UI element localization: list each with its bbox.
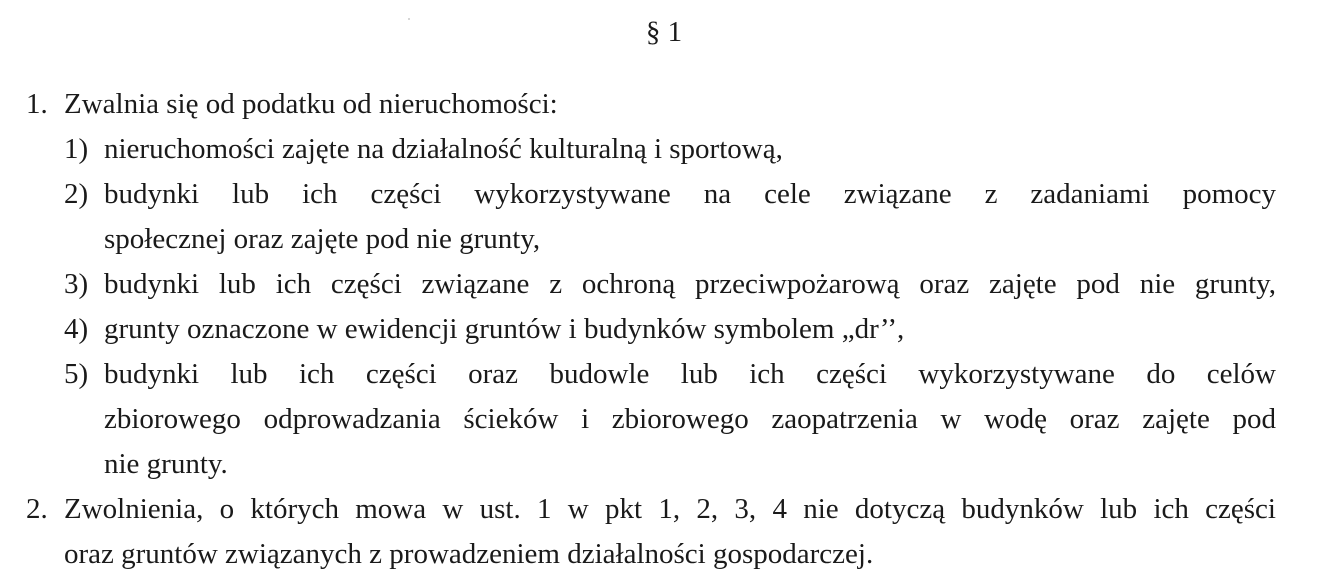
point-line: nieruchomości zajęte na działalność kulturalną i sportową, — [104, 133, 783, 165]
point-text — [104, 172, 1276, 262]
point-number: 1) — [64, 133, 89, 165]
section-heading: § 1 — [645, 16, 683, 48]
point-line: nie grunty. — [104, 448, 228, 480]
point-line: społecznej oraz zajęte pod nie grunty, — [104, 223, 541, 255]
point-text — [104, 262, 1276, 307]
paragraph-number: 1. — [26, 88, 48, 120]
point-number: 4) — [64, 313, 89, 345]
point-line: budynki lub ich części wykorzystywane na cele związane z zadaniami pomocy — [104, 178, 1276, 210]
point-line: zbiorowego odprowadzania ścieków i zbiorowego zaopatrzenia w wodę oraz zajęte pod — [104, 403, 1276, 435]
paragraph-intro: Zwalnia się od podatku od nieruchomości: — [64, 88, 558, 120]
point-line: budynki lub ich części oraz budowle lub ich części wykorzystywane do celów — [104, 358, 1276, 390]
point-text — [104, 127, 1276, 172]
point-text — [104, 307, 1276, 352]
paragraph-number: 2. — [26, 493, 48, 525]
point-line: budynki lub ich części związane z ochroną przeciwpożarową oraz zajęte pod nie grunty, — [104, 268, 1276, 300]
paragraph-line: oraz gruntów związanych z prowadzeniem działalności gospodarczej. — [64, 538, 874, 570]
point-text — [104, 352, 1276, 487]
paragraph-text — [64, 487, 1276, 577]
point-line: grunty oznaczone w ewidencji gruntów i budynków symbolem „dr’’, — [104, 313, 905, 345]
point-number: 2) — [64, 178, 89, 210]
point-number: 5) — [64, 358, 89, 390]
point-number: 3) — [64, 268, 89, 300]
paragraph-line: Zwolnienia, o których mowa w ust. 1 w pkt 1, 2, 3, 4 nie dotyczą budynków lub ich części — [64, 493, 1276, 525]
